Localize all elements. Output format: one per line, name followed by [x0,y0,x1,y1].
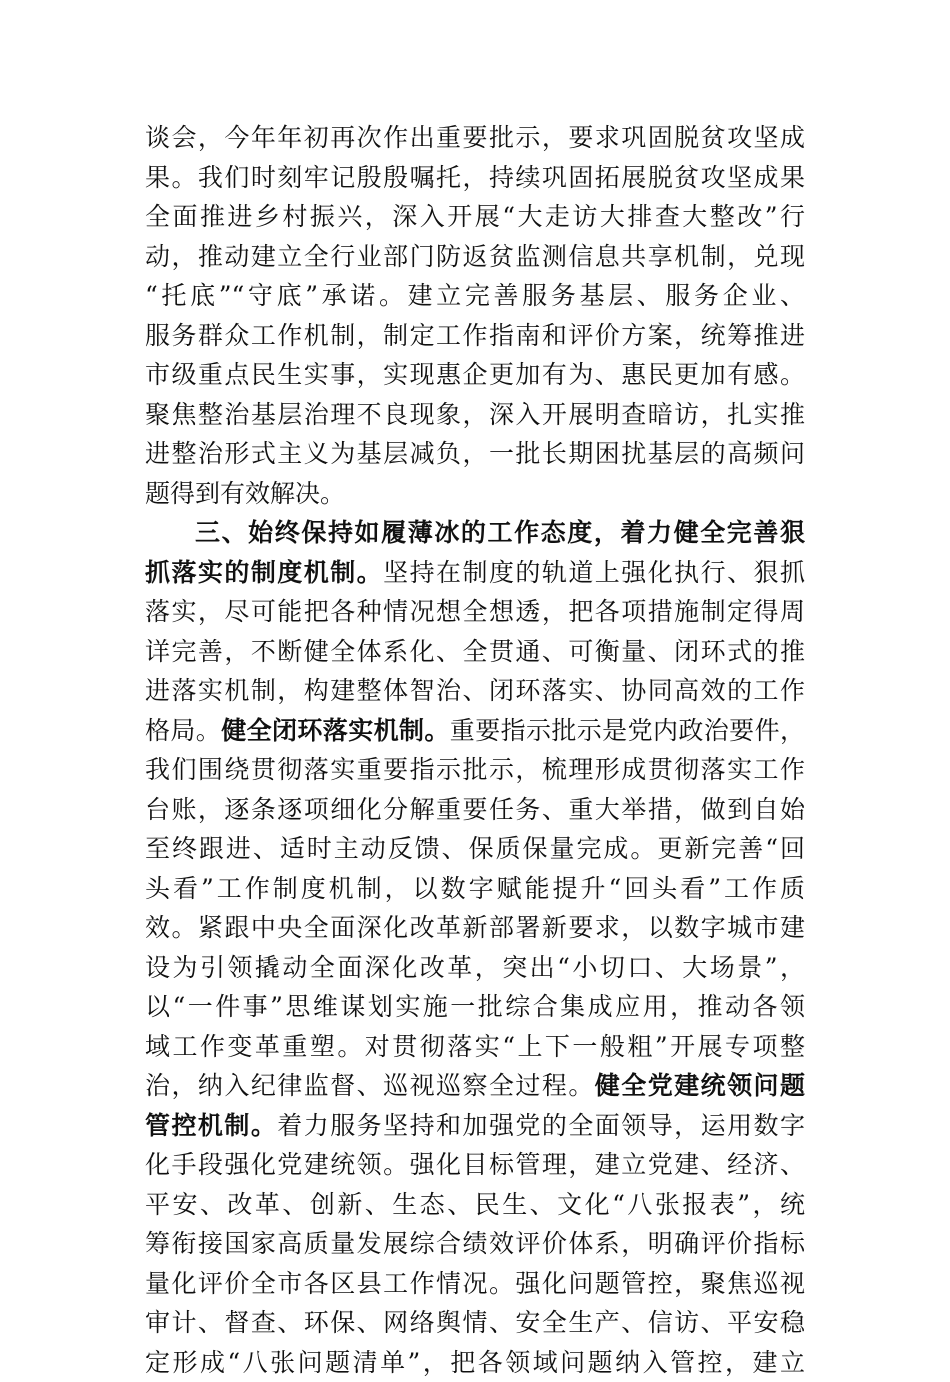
text-line [145,1264,805,1304]
text-line [145,1224,805,1264]
document-body [145,118,805,1382]
body-text: 台账，逐条逐项细化分解重要任务、重大举措，做到自始 [145,795,805,824]
text-line [145,1343,805,1382]
paragraph [145,118,805,513]
text-line [145,1027,805,1067]
body-text: 聚焦整治基层治理不良现象，深入开展明查暗访，扎实推 [145,400,805,429]
body-text: 筹衔接国家高质量发展综合绩效评价体系，明确评价指标 [145,1229,805,1258]
body-text: 设为引领撬动全面深化改革，突出“小切口、大场景”， [145,953,805,982]
text-line [145,1066,805,1106]
text-line [145,355,805,395]
text-line [145,553,805,593]
text-line [145,750,805,790]
body-text: 市级重点民生实事，实现惠企更加有为、惠民更加有感。 [145,360,805,389]
body-text: 效。紧跟中央全面深化改革新部署新要求，以数字城市建 [145,913,805,942]
body-text: 进整治形式主义为基层减负，一批长期困扰基层的高频问 [145,439,805,468]
body-text: 谈会，今年年初再次作出重要批示，要求巩固脱贫攻坚成 [145,123,805,152]
body-text: 至终跟进、适时主动反馈、保质保量完成。更新完善“回 [145,834,805,863]
text-line [145,434,805,474]
text-line [145,1106,805,1146]
text-line [145,987,805,1027]
text-line [145,948,805,988]
text-line [145,671,805,711]
text-line [145,1185,805,1225]
body-text: 审计、督查、环保、网络舆情、安全生产、信访、平安稳 [145,1308,805,1337]
body-text: 动，推动建立全行业部门防返贫监测信息共享机制，兑现 [145,242,805,271]
text-line [145,474,805,514]
text-line [145,829,805,869]
body-text: 以“一件事”思维谋划实施一批综合集成应用，推动各领 [145,992,805,1021]
bold-heading-text: 健全党建统领问题 [595,1071,805,1100]
bold-heading-text: 抓落实的制度机制。 [145,558,383,587]
body-text: 头看”工作制度机制，以数字赋能提升“回头看”工作质 [145,874,805,903]
body-text: 进落实机制，构建整体智治、闭环落实、协同高效的工作 [145,676,805,705]
text-line [145,197,805,237]
body-text: 平安、改革、创新、生态、民生、文化“八张报表”，统 [145,1190,805,1219]
text-line [145,395,805,435]
body-text: 服务群众工作机制，制定工作指南和评价方案，统筹推进 [145,321,805,350]
body-text: 我们围绕贯彻落实重要指示批示，梳理形成贯彻落实工作 [145,755,805,784]
body-text: 化手段强化党建统领。强化目标管理，建立党建、经济、 [145,1150,805,1179]
body-text: 题得到有效解决。 [145,479,345,508]
text-line [145,1303,805,1343]
bold-heading-text: 健全闭环落实机制。 [221,716,450,745]
document-page [145,118,805,1382]
body-text: 域工作变革重塑。对贯彻落实“上下一般粗”开展专项整 [145,1032,805,1061]
text-line [145,908,805,948]
text-line [145,632,805,672]
body-text: 全面推进乡村振兴，深入开展“大走访大排查大整改”行 [145,202,805,231]
text-line [145,869,805,909]
body-text: 格局。 [145,716,221,745]
body-text: 坚持在制度的轨道上强化执行、狠抓 [383,558,805,587]
body-text: 落实，尽可能把各种情况想全想透，把各项措施制定得周 [145,597,805,626]
bold-heading-text: 三、始终保持如履薄冰的工作态度，着力健全完善狠 [195,518,805,547]
text-line [145,316,805,356]
body-text: 详完善，不断健全体系化、全贯通、可衡量、闭环式的推 [145,637,805,666]
text-line [145,790,805,830]
bold-heading-text: 管控机制。 [145,1111,277,1140]
body-text: 定形成“八张问题清单”，把各领域问题纳入管控，建立 [145,1348,805,1377]
paragraph [145,513,805,1382]
body-text: 量化评价全市各区县工作情况。强化问题管控，聚焦巡视 [145,1269,805,1298]
body-text: 治，纳入纪律监督、巡视巡察全过程。 [145,1071,595,1100]
text-line [145,513,805,553]
text-line [145,118,805,158]
text-line [145,592,805,632]
text-line [145,1145,805,1185]
text-line [145,276,805,316]
body-text: “托底”“守底”承诺。建立完善服务基层、服务企业、 [145,281,805,310]
body-text: 重要指示批示是党内政治要件， [450,716,805,745]
text-line [145,158,805,198]
text-line [145,711,805,751]
body-text: 果。我们时刻牢记殷殷嘱托，持续巩固拓展脱贫攻坚成果 [145,163,805,192]
text-line [145,237,805,277]
body-text: 着力服务坚持和加强党的全面领导，运用数字 [277,1111,805,1140]
